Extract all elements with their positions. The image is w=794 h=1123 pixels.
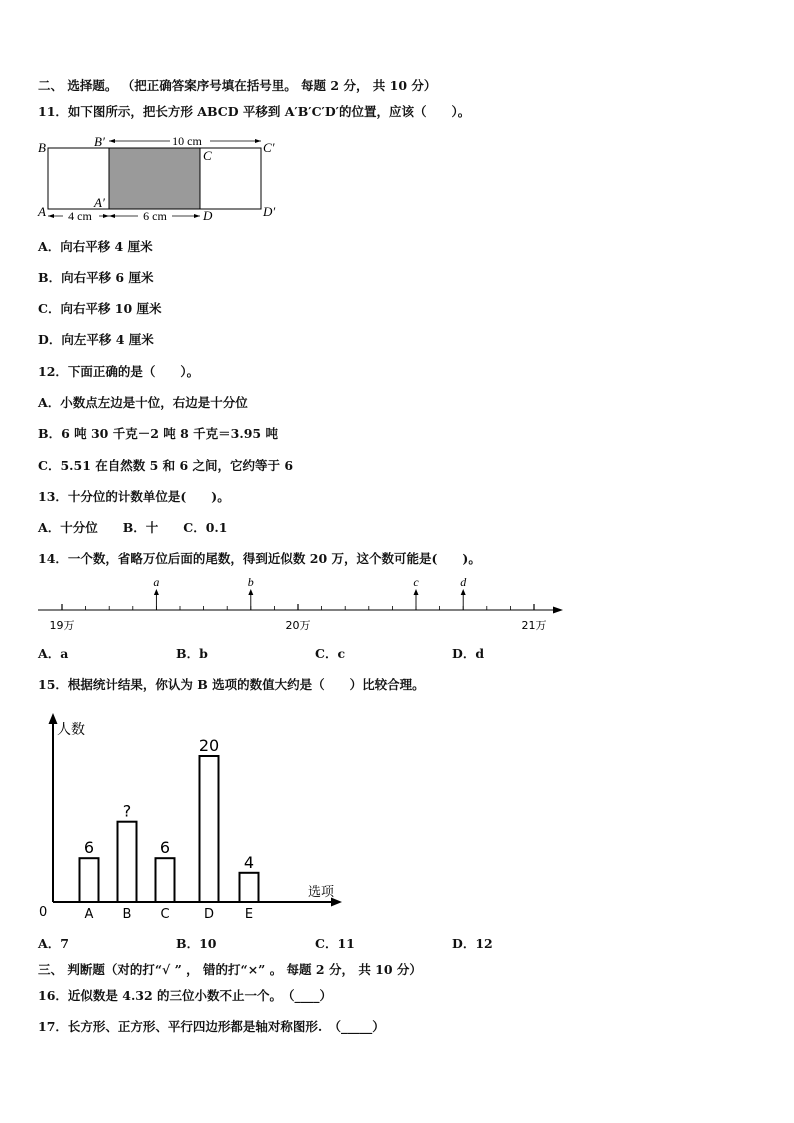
question-16: 16．近似数是 4.32 的三位小数不止一个。 （____） bbox=[38, 988, 333, 1003]
vertex-d: D bbox=[203, 208, 213, 223]
vertex-a-prime: A′ bbox=[94, 195, 105, 210]
q11-option-a: A．向右平移 4 厘米 bbox=[38, 239, 153, 254]
question-14-stem: 14．一个数，省略万位后面的尾数，得到近似数 20 万，这个数可能是( )。 bbox=[38, 551, 481, 566]
point-c-label: c bbox=[413, 575, 419, 589]
vertex-a: A bbox=[38, 204, 46, 219]
dim-mid-label: 6 cm bbox=[143, 209, 167, 223]
question-15-stem: 15．根据统计结果，你认为 B 选项的数值大约是（ ）比较合理。 bbox=[38, 677, 425, 692]
bar-A bbox=[80, 858, 99, 902]
tick-label-21: 21万 bbox=[521, 619, 547, 632]
bar-D-value-label: 20 bbox=[198, 736, 220, 755]
bar-E-value-label: 4 bbox=[243, 852, 255, 872]
translation-figure bbox=[30, 130, 290, 230]
category-label-E: E bbox=[244, 907, 254, 922]
tick-label-20: 20万 bbox=[285, 619, 311, 632]
shaded-overlap bbox=[109, 148, 200, 209]
q12-option-b: B．6 吨 30 千克－2 吨 8 千克＝3.95 吨 bbox=[38, 426, 278, 441]
number-line bbox=[0, 572, 794, 642]
q14-option-a: A．a bbox=[38, 646, 69, 661]
q15-option-d: D．12 bbox=[452, 936, 493, 951]
question-11-stem: 11．如下图所示，把长方形 ABCD 平移到 A′B′C′D′的位置，应该（ ）。 bbox=[38, 104, 471, 119]
q14-option-b: B．b bbox=[176, 646, 208, 661]
vertex-b-prime: B′ bbox=[94, 134, 105, 149]
vertex-c-prime: C′ bbox=[263, 140, 275, 155]
tick-label-19: 19万 bbox=[49, 619, 75, 632]
bar-D bbox=[200, 756, 219, 902]
vertex-c: C bbox=[203, 148, 212, 163]
bar-E bbox=[240, 873, 259, 902]
category-label-A: A bbox=[84, 907, 94, 922]
bar-C-value-label: 6 bbox=[159, 838, 171, 858]
point-d-label: d bbox=[460, 575, 467, 589]
vertex-d-prime: D′ bbox=[263, 204, 276, 219]
point-a-label: a bbox=[153, 575, 160, 589]
bar-B bbox=[118, 822, 137, 902]
point-b-arrow bbox=[248, 589, 253, 595]
question-12-stem: 12．下面正确的是（ ）。 bbox=[38, 364, 200, 379]
q14-option-d: D．d bbox=[452, 646, 485, 661]
bar-A-value-label: 6 bbox=[83, 838, 95, 858]
question-13-stem: 13．十分位的计数单位是( )。 bbox=[38, 489, 230, 504]
q13-options: A．十分位 B．十 C．0.1 bbox=[38, 520, 228, 535]
q12-option-a: A．小数点左边是十位，右边是十分位 bbox=[38, 395, 248, 410]
bar-chart bbox=[30, 710, 360, 930]
point-a-arrow bbox=[154, 589, 159, 595]
dim-top-label: 10 cm bbox=[172, 134, 202, 148]
section-3-heading: 三、 判断题（对的打“√ ” ， 错的打“×” 。 每题 2 分， 共 10 分） bbox=[38, 962, 422, 977]
category-label-D: D bbox=[203, 907, 215, 922]
point-b-label: b bbox=[247, 575, 254, 589]
q15-option-c: C．11 bbox=[315, 936, 355, 951]
section-2-heading: 二、 选择题。 （把正确答案序号填在括号里。 每题 2 分， 共 10 分） bbox=[38, 78, 437, 93]
bar-C bbox=[156, 858, 175, 902]
dim-left-label: 4 cm bbox=[68, 209, 92, 223]
category-label-C: C bbox=[160, 907, 170, 922]
q14-option-c: C．c bbox=[315, 646, 346, 661]
category-label-B: B bbox=[122, 907, 132, 922]
q11-option-b: B．向右平移 6 厘米 bbox=[38, 270, 154, 285]
q15-option-a: A．7 bbox=[38, 936, 69, 951]
number-line-arrow bbox=[553, 607, 563, 614]
q11-option-c: C．向右平移 10 厘米 bbox=[38, 301, 162, 316]
question-17: 17．长方形、正方形、平行四边形都是轴对称图形. （_____） bbox=[38, 1019, 385, 1034]
q12-option-c: C．5.51 在自然数 5 和 6 之间，它约等于 6 bbox=[38, 458, 294, 473]
origin-label: 0 bbox=[39, 905, 48, 920]
x-axis-label: 选项 bbox=[308, 885, 335, 900]
bar-B-value-label: ? bbox=[122, 801, 132, 821]
point-d-arrow bbox=[461, 589, 466, 595]
bars-group bbox=[80, 736, 259, 922]
point-c-arrow bbox=[414, 589, 419, 595]
number-line-points bbox=[153, 575, 467, 610]
q11-option-d: D．向左平移 4 厘米 bbox=[38, 332, 154, 347]
y-axis-label: 人数 bbox=[57, 722, 85, 738]
vertex-b: B bbox=[38, 140, 46, 155]
q15-option-b: B．10 bbox=[176, 936, 217, 951]
